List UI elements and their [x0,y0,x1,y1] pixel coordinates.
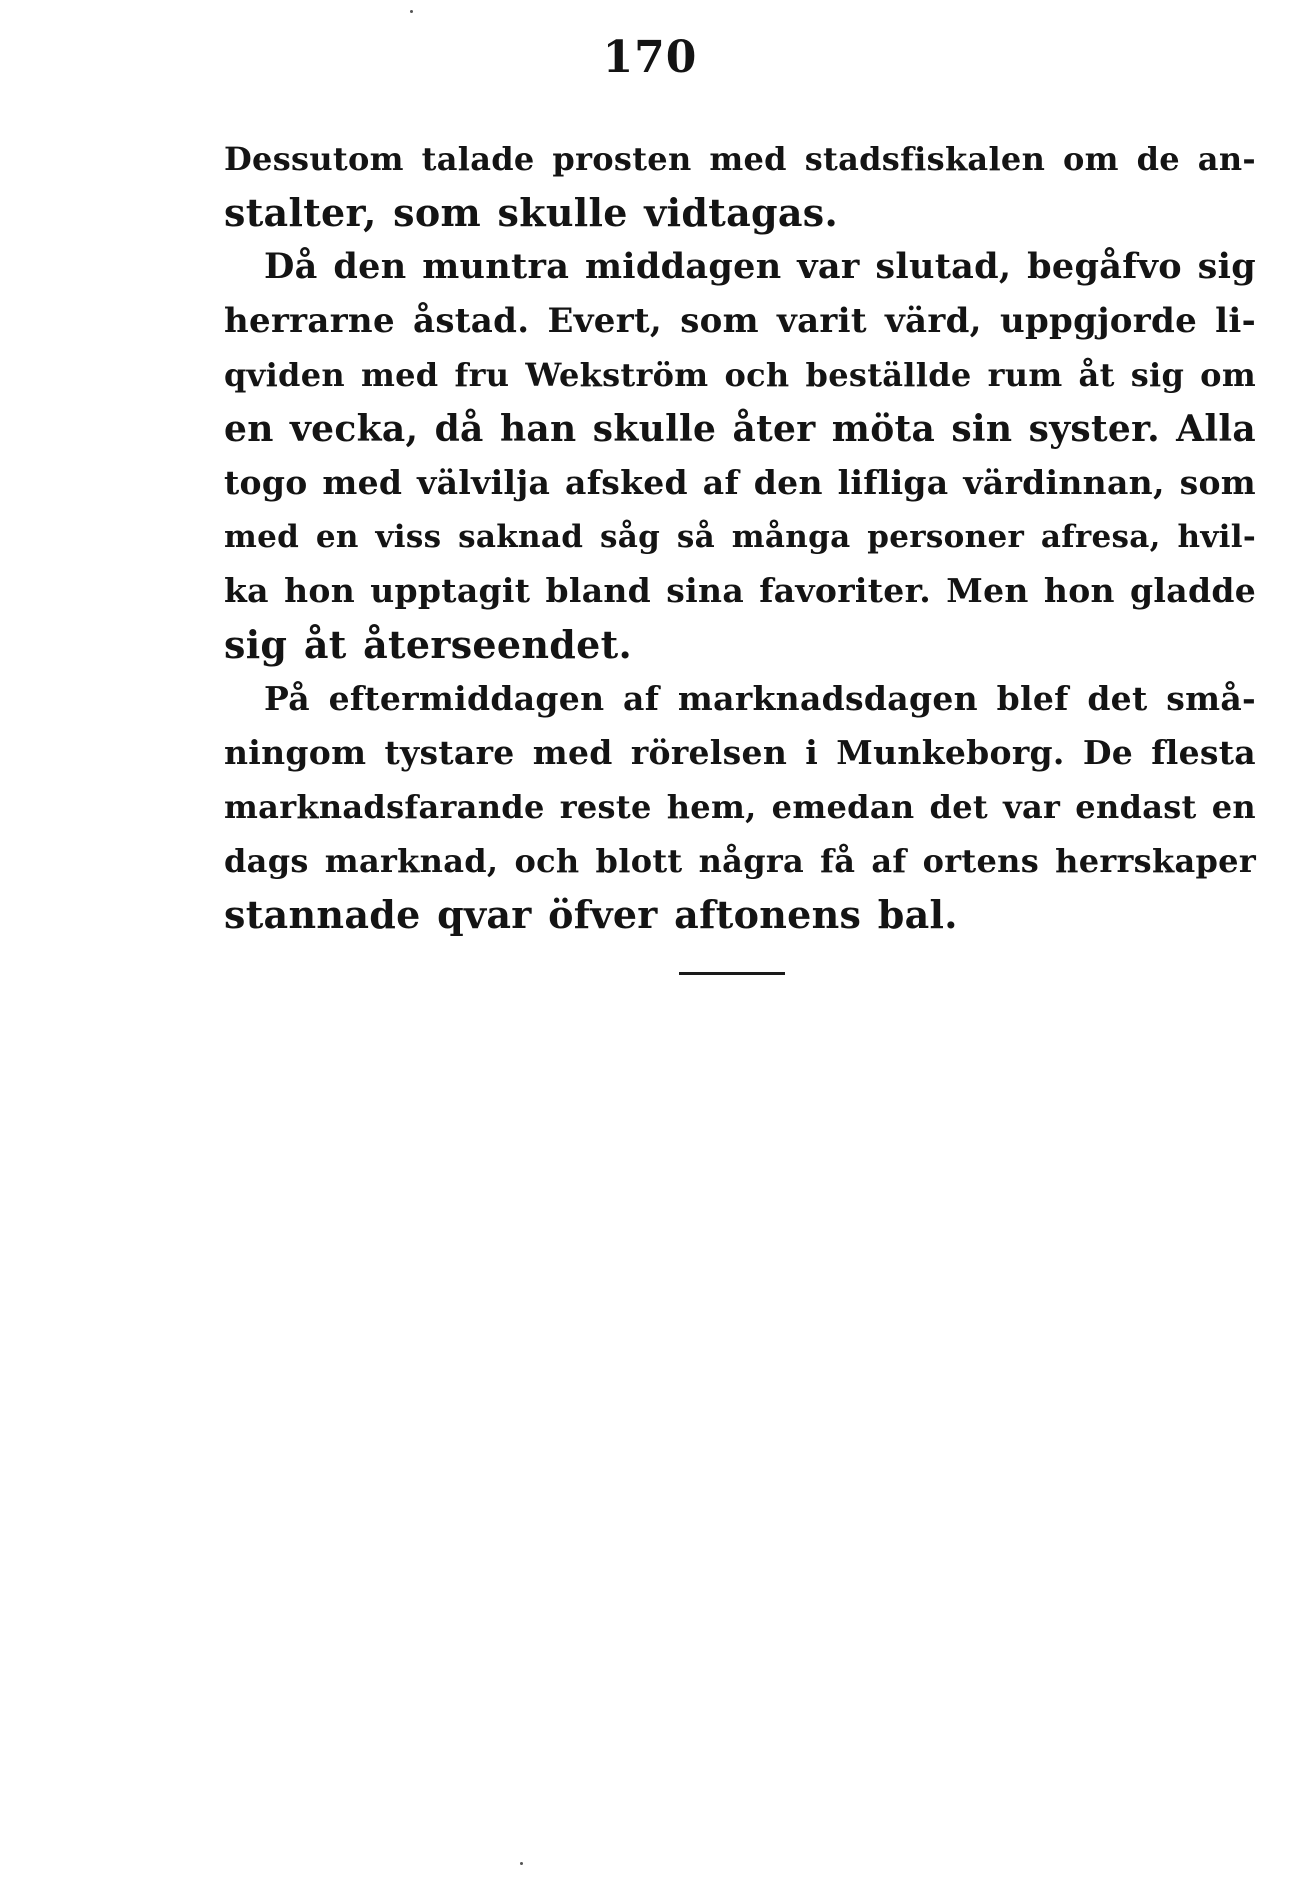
text-line: sig åt återseendet. [224,622,633,667]
text-line: dags marknad, och blott några få af ortens herrskaper [224,842,1256,880]
section-end-rule [679,972,785,975]
text-line: ningom tystare med rörelsen i Munkeborg. De flesta [224,733,1256,772]
ink-speck-top [410,10,413,13]
text-line: Då den muntra middagen var slutad, begåfvo sig [264,246,1256,287]
text-line: herrarne åstad. Evert, som varit värd, uppgjorde li- [224,301,1256,341]
text-line: ka hon upptagit bland sina favoriter. Men hon gladde [224,571,1256,610]
text-line: marknadsfarande reste hem, emedan det var endast en [224,788,1256,826]
page-number: 170 [602,32,698,83]
text-line: en vecka, då han skulle åter möta sin syster. Alla [224,408,1256,450]
body-text [224,132,1256,942]
ink-speck-bottom [520,1862,523,1865]
text-line: På eftermiddagen af marknadsdagen blef det små- [264,679,1256,718]
text-line: Dessutom talade prosten med stadsfiskalen om de an- [224,140,1256,178]
text-line: togo med välvilja afsked af den lifliga värdinnan, som [224,463,1256,502]
text-line: qviden med fru Wekström och beställde rum åt sig om [224,356,1256,394]
text-line: stalter, som skulle vidtagas. [224,190,839,235]
text-line: stannade qvar öfver aftonens bal. [224,892,958,937]
text-line: med en viss saknad såg så många personer afresa, hvil- [224,519,1256,555]
